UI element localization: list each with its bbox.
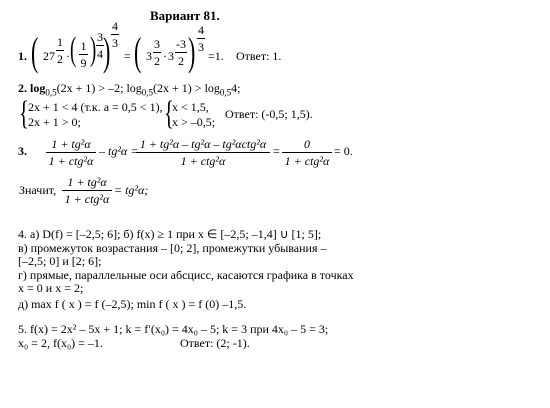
task3-fraction4: 1 + tg²α 1 + ctg²α bbox=[62, 176, 112, 205]
task1-inner-right-paren: ) bbox=[90, 31, 97, 68]
task4-line-a: 4. а) D(f) = [–2,5; 6]; б) f(x) ≥ 1 при x ∈ [–2,5; –1,4] ∪ [1; 5]; bbox=[18, 227, 322, 241]
task1-dot1: · bbox=[66, 49, 70, 63]
task5-line2: x₀ = 2, f(x₀) = –1. bbox=[18, 336, 103, 350]
task1-base1: 27 bbox=[43, 49, 55, 63]
variant-title: Вариант 81. bbox=[150, 8, 220, 23]
task3-fraction2: 1 + tg²α – tg²α – tg²αctg²α 1 + ctg²α bbox=[136, 138, 270, 167]
task5-answer: Ответ: (2; -1). bbox=[180, 336, 250, 350]
task3-minus-tg: – tg²α = bbox=[99, 144, 139, 158]
task1-result: =1. bbox=[208, 49, 224, 63]
task3-fraction3: 0 1 + ctg²α bbox=[282, 138, 332, 167]
task4-line-b: в) промежуток возрастания – [0; 2], промежутки убывания – bbox=[18, 241, 327, 255]
task1-number: 1. bbox=[18, 49, 27, 63]
task4-line-b2: [–2,5; 0] и [2; 6]; bbox=[18, 254, 102, 268]
task1-dot2: · bbox=[163, 49, 167, 63]
task1-exp3: 3 2 bbox=[154, 37, 160, 68]
task1-base2: 3 bbox=[146, 49, 152, 63]
task3-end2: = tg²α; bbox=[114, 183, 149, 197]
task1-exp2: 3 4 bbox=[97, 30, 103, 61]
task1-eq: = bbox=[124, 49, 131, 63]
task1-outer-exp: 4 3 bbox=[112, 19, 118, 50]
task2-system1-row1: 2x + 1 < 4 (т.к. a = 0,5 < 1), bbox=[28, 100, 163, 114]
task3-end: = 0. bbox=[334, 144, 353, 158]
task1-right-paren2: ) bbox=[188, 29, 196, 74]
task2-system1-row2: 2x + 1 > 0; bbox=[28, 115, 81, 129]
task3-znachit: Значит, bbox=[19, 183, 57, 197]
task1-outer-exp2: 4 3 bbox=[198, 23, 204, 54]
task2-system2-row2: x > –0,5; bbox=[172, 115, 216, 129]
task2-system2-brace: { bbox=[164, 95, 174, 132]
task2-line1: 2. $\log_{0,5}(2x + 1) > -2$; $\log_{0,5}(2x + 1) > \log_{0,5}4$; bbox=[18, 81, 241, 98]
task4-line-g2: x = 0 и x = 2; bbox=[18, 281, 84, 295]
task1-right-paren: ) bbox=[103, 29, 111, 74]
task1-answer: Ответ: 1. bbox=[236, 49, 282, 63]
task1-exp1: 1 2 bbox=[57, 35, 63, 66]
task1-inner-fraction: 1 9 bbox=[80, 39, 87, 70]
task1-inner-left-paren: ( bbox=[70, 31, 77, 68]
task4-line-d: д) max f ( x ) = f (–2,5); min f ( x ) = f (0) –1,5. bbox=[18, 297, 247, 311]
task1-exp4: -3 2 bbox=[176, 37, 186, 68]
task2-system2-row1: x < 1,5, bbox=[172, 100, 209, 114]
task3-eq2: = bbox=[273, 144, 280, 158]
task1-base3: 3 bbox=[168, 49, 174, 63]
task4-line-g: г) прямые, параллельные оси абсцисс, касаются графика в точках bbox=[18, 268, 354, 282]
task5-line1: 5. f(x) = 2x² – 5x + 1; k = f′(x₀) = 4x₀ – 5; k = 3 при 4x₀ – 5 = 3; bbox=[18, 322, 329, 336]
task1-left-paren: ( bbox=[31, 29, 39, 74]
task3-fraction1: 1 + tg²α 1 + ctg²α bbox=[46, 138, 96, 167]
task2-system1-brace: { bbox=[19, 95, 29, 132]
task2-answer: Ответ: (-0,5; 1,5). bbox=[225, 107, 313, 121]
task1-left-paren2: ( bbox=[134, 29, 142, 74]
task3-number: 3. bbox=[18, 144, 27, 158]
